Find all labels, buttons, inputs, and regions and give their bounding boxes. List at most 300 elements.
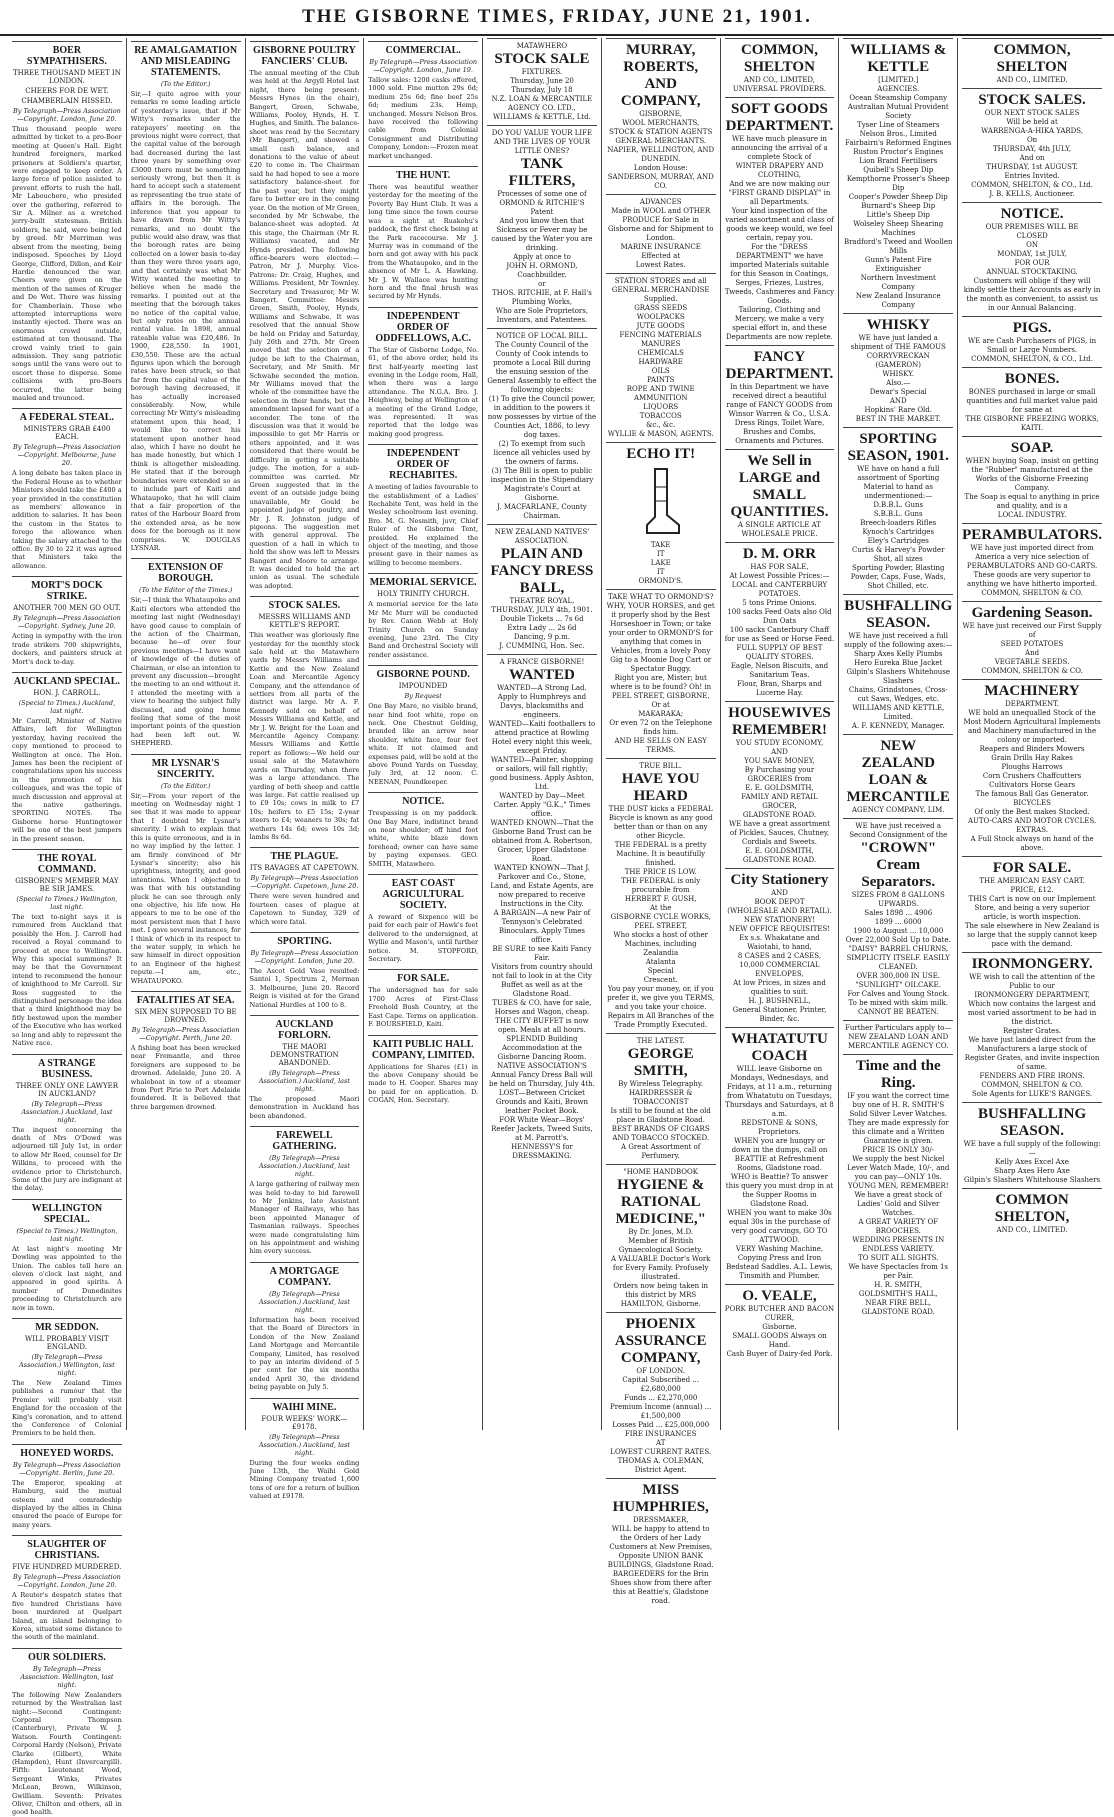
article-body: During the four weeks ending June 13th, the Waihi Gold Mining Company treated 1,600 tons of ore for a return of bullion valued at £9178.	[249, 1458, 360, 1501]
advertisement	[962, 436, 1102, 523]
ad-line: WHEN buying Soap, insist on getting the "Rubber" manufactured at the Works of the Gisborne Freezing Company.	[965, 457, 1099, 492]
ad-line: WANTED—A Strong Lad. Apply to Humphreys and Davys, blacksmiths and engineers.	[497, 684, 587, 719]
advertisement	[962, 316, 1102, 367]
ad-line: Of only the Best makes Stocked.	[974, 808, 1090, 816]
ad-line: Double Tickets ... 7s 6d	[500, 615, 584, 623]
article-body: The Emperor, speaking at Hamburg, said the mutual esteem and comradeship displayed by the allies in China ensured the peace of Europe for many years.	[12, 1478, 122, 1529]
article-dateline: (To the Editor.)	[160, 80, 211, 88]
ad-line: WHO is Beattie? To answer this query you must drop in at the Supper Rooms in Gladstone Road.	[725, 1173, 834, 1208]
ad-line: TOBACCOS	[639, 412, 682, 420]
ad-line: Kempthorne Prosser's Sheep Dip	[846, 175, 950, 192]
article-body: Thus thousand people were admitted by ticket to a pro-Boer meeting at Queen's Hall. Eight hundred foreigners, marked prisoners at Soldiers's quarter, were engaged to keep order. A large force of police assisted to prevent efforts to rush the hall. Mr Labouchere, who presided over the gathering, referred to Sir A. Milner as a wretched jerry-built statesman. British soldiers, he said, were being led by greed. Mr Merriman was absent from the meeting, being indisposed. Speeches by Lloyd George, Clifford, Dillon, and Keir Hardie denounced the war. Cheers were given on the mention of the names of Kruger and De Wet. There was hissing for Chamberlain. Those who attempted interruptions were instantly ejected. There was an enormous crowd outside, estimated at ten thousand. The crowd vainly tried to gain admission. They sang patriotic songs until the vans were out to escort those to disperse. Some collisions with pro-Boers occurred, the latter being mauled and trounced.	[12, 125, 122, 402]
ad-line: THE FEDERAL is only procurable from	[621, 877, 701, 894]
advertisement	[843, 734, 953, 818]
column-3	[246, 38, 365, 1501]
article-body: The Ascot Gold Vase resulted: Santoi 1, Spectrum 2, Merman 3. Melbourne, June 20. Record Reign is visited at for the Grand National Hurdles at 100 to 8.	[249, 966, 360, 1009]
ad-line: WE wish to call the attention of the Public to our	[969, 973, 1095, 990]
ad-line: WE have just received a full supply of the following axes:—	[844, 632, 953, 649]
ad-line: Effected at	[641, 252, 681, 260]
ad-line: WARRENGA-A-HIKA YARDS,	[981, 127, 1084, 135]
advertisement	[962, 202, 1102, 316]
article-body: The annual meeting of the Club was held at the Argyll Hotel last night, there being present: Messrs Hynes (in the chair), Bangert, Green, Schwabe, Williams, Pooley, Hynds, H. T. Hughes, and Smith. The balance-sheet was read by the Secretary (Mr Bangert), and showed a small cash balance, and donations to the value of about £20 to come in. The Chairman said he had hoped to see a more satisfactory balance-sheet for the past year, but they might fare to better ere in the coming year. On the motion of Mr Green, seconded by Mr Schwabe, the balance-sheet was adopted. At this stage, the Chairman (Mr R. Williams) vacated, and Mr Hynds presided. The following office-bearers were elected:—Patron, Mr J. Murphy. Vice-Patrons: Dr. Craig, Hughes, and Williams. President, Mr Townley. Secretary and Treasurer, Mr W. Bangert. Committee: Messrs Green, Smith, Pooley, Hynds, Williams and Schwabe. It was resolved that the annual Show be held on Friday and Saturday, July 26th and 27th. Mr Green moved that the selection of a judge be left to the Chairman, Secretary, and Mr Smith. Mr Schwabe seconded the motion. Mr Williams moved that the whole of the committee have the selection in their hands, but the amendment lapsed for want of a seconder. The tone of the discussion was that it would be impossible to get Mr Harris or others appointed, and it was considered that there would be difficulty in getting a suitable judge. The motion, for a sub-committee was carried. Mr Green suggested that in the event of an outside judge being unavailable, Mr Gould be appointed judge of poultry, and Mr J. R. Johnston judge of pigeons. The suggestion met with general approval. The question of a hall in which to hold the show was left to Messrs Bangert and Moore to arrange. It was decided to hold the art union as usual. The schedule was adopted.	[249, 69, 360, 590]
advertisement	[606, 1164, 716, 1312]
ad-line: VEGETABLE SEEDS.	[994, 658, 1070, 666]
ad-headline: MURRAY, ROBERTS, AND COMPANY,	[620, 42, 701, 109]
ad-line: We have Spectacles from 1s per Pair.	[848, 1263, 948, 1280]
ad-line: SMALL GOODS Always on Hand.	[732, 1332, 827, 1349]
advertisement	[606, 1312, 716, 1478]
ad-line: WE hold an unequalled Stock of the Most Modern Agricultural Implements and Machinery manufactured in the colony or imported.	[963, 709, 1101, 744]
ad-line: LOCAL INDUSTRY.	[997, 511, 1067, 519]
ad-line: The Soap is equal to anything in price and quality, and is a	[964, 493, 1100, 510]
article	[131, 41, 241, 552]
ad-line: PAINTS	[646, 376, 675, 384]
ad-line: AND CO., LIMITED,	[743, 76, 816, 84]
ad-line: NEW OFFICE REQUISITES!	[728, 925, 831, 933]
ad-line: Who are Sole Proprietors, Inventors, and Patentees.	[495, 307, 589, 324]
article-subheading: HON. J. CARROLL.	[33, 688, 101, 697]
ad-line: Is still to be found at the old place in Gladstone Road.	[610, 1107, 711, 1124]
ad-line: CHEMICALS	[637, 349, 684, 357]
advertisement	[606, 758, 716, 1033]
ad-line: Gilpin's Slashers Whitehouse Slashers	[846, 668, 950, 685]
ad-line: FOR OUR	[1014, 259, 1050, 267]
ad-line: THOS. RITCHIE, at F. Hall's Plumbing Works,	[492, 289, 592, 306]
ad-line: FENDERS AND FIRE IRONS.	[979, 1072, 1085, 1080]
ad-line: S.B.B.L. Guns	[873, 510, 923, 518]
article	[250, 1398, 360, 1501]
article-body: Tallow sales: 1200 casks offered, 1000 sold. Fine mutton 29s 6d; medium 25s 6d; fine beef 25s 6d; medium 23s. Hemp, unchanged. Messrs Nelson Bros. have received the following cable from Colonial Consignment and Distributing Company, London:—Frozen meat market unchanged.	[368, 76, 479, 160]
advertisement	[487, 125, 597, 328]
ad-headline: SPORTING SEASON, 1901.	[847, 431, 949, 464]
ad-headline: We Sell in LARGE and SMALL QUANTITIES.	[730, 453, 829, 520]
ad-line: HAS FOR SALE,	[750, 563, 809, 571]
ad-line: 5 tons Prime Onions.	[742, 599, 817, 607]
ad-line: AND	[771, 889, 788, 897]
article	[131, 991, 241, 1111]
column-7	[721, 38, 840, 1430]
ad-line: ANNUAL STOCKTAKING.	[986, 268, 1078, 276]
ad-line: J. MACFARLANE, County Chairman.	[497, 503, 587, 520]
article-subheading: HOLY TRINITY CHURCH.	[377, 590, 470, 599]
article-headline: A FEDERAL STEAL.	[12, 408, 122, 423]
ad-headline: Gardening Season.	[971, 605, 1093, 621]
ad-line: A Full Stock always on hand of the above.	[970, 835, 1094, 852]
ad-line: BARGEEDERS for the Brin Shoes show from there after this at Beattie's, Gladstone road.	[610, 1570, 712, 1605]
ad-line: [LIMITED.]	[878, 76, 919, 84]
ad-line: Fairbairn's Reformed Engines	[845, 139, 952, 147]
article-body: Sir,—I think the Whataupoko and Kaiti electors who attended the meeting last night (Wednesday) have good cause to complain of the action of the Chairman, because he—of over four previous meetings—I have want of knowledge of the duties of Chairman, or else an intention to prevent any discussion—brought the meeting to an end without it. I attended the meeting with a view to hearing the subject fully discussed, and going home feeling that some of the most important points of the question had been left out. W. SHEPHERD.	[130, 596, 241, 748]
ad-line: JUTE GOODS	[636, 322, 685, 330]
article-subheading: MINISTERS GRAB £400 EACH.	[23, 425, 111, 442]
ad-line: OUR PREMISES WILL BE	[985, 223, 1079, 231]
ad-line: (1) To give the Council power, in addition to the powers it now possesses by virtue of the Counties Act, 1886, to levy dog taxes.	[487, 395, 597, 439]
article-body: A large gathering of railway men was held to-day to bid farewell to Mr Jenkins, late Assistant Manager of Railways, who has been appointed Manager of Tasmanian railways. Speeches were made congratulating him on his appointment and wishing him every success.	[249, 1180, 360, 1256]
ad-line: LAKE	[650, 559, 671, 567]
ad-headline: D. M. ORR	[742, 546, 817, 562]
article-dateline: (By Telegraph—Press Association.) Auckland, last night.	[258, 1289, 350, 1314]
article-body: One Bay Mare, no visible brand, near hind foot white, rope on neck. One Chestnut Gelding, branded like an arrow near shoulder, white face, four feet white. If not claimed and expenses paid, will be sold at the above Pound Yards on Tuesday, July 3rd, at 12 noon. C. NEENAN, Poundkeeper.	[368, 702, 479, 786]
ad-line: PEEL STREET,	[634, 922, 688, 930]
article	[368, 665, 478, 786]
ad-line: GISBORNE,	[639, 110, 683, 118]
ad-line: DRESSMAKER,	[632, 1516, 689, 1524]
ad-line: CORRYVRECKAN	[866, 352, 930, 360]
article-subheading: IMPOUNDED	[398, 682, 448, 691]
article-headline: EXTENSION OF BOROUGH.	[131, 558, 241, 584]
ad-line: Little's Sheep Dip	[866, 211, 930, 219]
ad-line: (3) The Bill is open to public inspection in the Stipendiary Magistrate's Court at Gisborne.	[490, 467, 594, 502]
article-headline: AUCKLAND FORLORN.	[250, 1015, 360, 1041]
article-dateline: (By Telegraph—Press Association.) Auckland, last night.	[21, 1099, 113, 1124]
ad-line: E. E. GOLDSMITH,	[745, 784, 814, 792]
ad-line: 100 sacks Canterbury Chaff for use as Seed or Horse Feed.	[724, 626, 835, 643]
ad-line: We supply the best Nickel Lever Watch Made, 10/-, and you can pay—ONLY 10s.	[847, 1155, 950, 1181]
masthead-title: THE GISBORNE TIMES, FRIDAY, JUNE 21, 1901.	[302, 6, 812, 27]
ad-line: ORMOND'S.	[638, 577, 683, 585]
ad-line: Grain Drills Hay Rakes	[991, 754, 1073, 762]
advertisement	[606, 273, 716, 442]
ad-headline: WHATATUTU COACH	[731, 1031, 828, 1064]
article-dateline: By Telegraph—Press Association—Copyright. London, June 19.	[369, 58, 478, 74]
ad-line: 8 CASES and 2 CASES,	[737, 952, 822, 960]
ad-headline: PLAIN AND FANCY DRESS BALL,	[490, 546, 594, 596]
ad-line: A SINGLE ARTICLE AT	[738, 521, 821, 529]
article	[368, 1035, 478, 1105]
article-dateline: (By Telegraph—Press Association.) Auckland, last night.	[258, 1069, 350, 1093]
ad-line: AND CO., LIMITED.	[996, 76, 1068, 84]
ad-line: Dancing, 9 p.m.	[513, 633, 571, 641]
article-body: The following New Zealanders returned by the Westralian last night:—Second Contingent: Corporal Thompson (Canterbury), Private W. J. Watson. Fourth Contingent: Corporal Hardy (Nelson), Private Clarke (Gilbert), White (Hampden), Hunt (Invercargill). Fifth: Lieutenant Wood, Sergeant Winks, Privates McLean, Brown, Wilkinson, Gwilliam. Seventh: Privates Oliver, Chilton and others, all in good health.	[12, 1690, 122, 1817]
ad-line: Nelson Bros., Limited	[859, 130, 937, 138]
ad-line: A BARGAIN—A new Pair of Tennyson's Celebrated Binoculars. Apply Times office.	[493, 909, 591, 944]
article-body: The New Zealand Times publishes a rumour that the Premier will probably visit England for the occasion of the King's coronation, and to attend the Conference of Colonial Premiers to be held then.	[12, 1379, 122, 1438]
ad-line: OF LONDON.	[636, 1367, 685, 1375]
ad-line: LOWEST CURRENT RATES.	[610, 1448, 712, 1456]
article-headline: MEMORIAL SERVICE.	[368, 573, 478, 588]
ad-line: FIRE INSURANCES	[624, 1430, 697, 1438]
ad-headline: WANTED	[509, 667, 575, 683]
article-body: A memorial service for the late Mr Mc Murr will be conducted by Rev. Canon Webb at Holy Trinity Church on Sunday evening, June 23rd. The City Band and Orchestral Society will render assistance.	[368, 600, 479, 659]
ad-line: Sharp Axes Hero Axe	[994, 1167, 1070, 1175]
ad-line: THEATRE ROYAL,	[509, 597, 575, 605]
ad-line: Australian Mutual Provident Society	[847, 103, 949, 120]
article-headline: AUCKLAND SPECIAL.	[12, 672, 122, 687]
article-headline: THE PLAGUE.	[250, 847, 360, 862]
article	[12, 408, 122, 570]
ad-line: Quibell's Sheep Dip	[863, 166, 934, 174]
article-dateline: By Request	[404, 692, 442, 701]
ad-headline: PIGS.	[1012, 320, 1052, 336]
ad-line: A VALUABLE Doctor's Work for Every Family. Profusely illustrated.	[610, 1255, 711, 1281]
article-body: There was beautiful weather yesterday for the meeting of the Poverty Bay Hunt Club. It was a long time since the town course was a sight at Ruakohu's paddock, the first check being at the Park racecourse. Mr J. Murray was in command of the horn and got away with his pack from the Whataupoko, and in the absence of Mr L. A. Hawking. Mr J. W. Wallace was hunting horn and the final brush was secured by Mr Hynds.	[368, 183, 479, 301]
article	[250, 596, 360, 841]
ad-line: NEAR FIRE BELL, GLADSTONE ROAD.	[861, 1299, 935, 1316]
article	[131, 558, 241, 747]
ad-line: HERBERT F. GUSH,	[624, 895, 697, 903]
ad-line: ORMOND & RITCHIE'S Patent	[499, 199, 585, 216]
ad-title: NOTICE OF LOCAL BILL.	[495, 332, 588, 340]
ad-line: The sale elsewhere in New Zealand is so large that the supply cannot keep pace with the demand.	[964, 922, 1100, 948]
article-headline: MR LYSNAR'S SINCERITY.	[131, 754, 241, 780]
ad-line: AUTO-CARS AND MOTOR CYCLES.	[967, 817, 1097, 825]
ad-line: THE FEDERAL is a pretty Machine. It is beautifully finished.	[614, 841, 707, 867]
ad-line: Gunn's Patent Fire Extinguisher	[864, 256, 932, 273]
ad-line: &c., &c.	[646, 421, 676, 429]
ad-line: Flour, Bran, Sharps and Lucerne Hay.	[737, 680, 822, 697]
article-headline: SLAUGHTER OF CHRISTIANS.	[12, 1535, 122, 1561]
article	[368, 444, 478, 567]
ad-headline: COMMON, SHELTON	[740, 42, 819, 75]
ad-line: Eley's Cartridges	[867, 537, 929, 545]
ad-headline: HOUSEWIVES REMEMBER!	[728, 705, 831, 738]
ad-line: (2) To exempt from such licence all vehicles used by the owners of farms.	[493, 440, 591, 466]
ad-line: HENNESSY'S for DRESSMAKING.	[511, 1143, 573, 1160]
advertisement	[725, 345, 835, 449]
article-dateline: (By Telegraph—Press Association.) Auckland, last night.	[258, 1154, 350, 1179]
ad-line: NATIVE ASSOCIATION'S Annual Fancy Dress Ball will be held on Thursday, July 4th.	[489, 1062, 595, 1088]
ad-line: GLADSTONE ROAD.	[742, 856, 817, 864]
article	[250, 41, 360, 590]
ad-line: FULL SUPPLY OF BEST QUALITY STORES.	[736, 644, 823, 661]
ad-line: WHEN you are hungry or down in the dumps, call on BEATTIE at Refreshment Rooms, Gladstone road.	[731, 1137, 828, 1172]
article-subheading: FOUR WEEKS' WORK—£9178.	[261, 1414, 348, 1431]
article-dateline: By Telegraph—Press Association—Copyright. Perth, June 20.	[131, 1026, 240, 1042]
advertisement	[843, 818, 953, 1020]
ad-line: J. CUMMING, Hon. Sec.	[499, 642, 585, 650]
advertisement	[606, 194, 716, 273]
ad-headline: SOFT GOODS DEPARTMENT.	[725, 101, 834, 134]
article-headline: SPORTING.	[250, 932, 360, 947]
ad-line: Cash Buyer of Dairy-fed Pork.	[726, 1350, 833, 1358]
ad-line: HAIRDRESSER & TOBACCONIST	[628, 1089, 693, 1106]
ad-title: MATAWHERO	[516, 42, 568, 50]
ad-line: E. E. GOLDSMITH,	[745, 847, 814, 855]
ad-headline: FANCY DEPARTMENT.	[725, 349, 834, 382]
ad-line: 100 sacks Feed Oats also Old Dun Oats	[727, 608, 832, 625]
column-6	[602, 38, 721, 1605]
ad-line: BEST BRANDS OF CIGARS AND TOBACCO STOCKED.	[611, 1125, 710, 1142]
ad-line: WE have just received our First Supply of	[962, 622, 1102, 639]
article-dateline: By Telegraph—Press Association—Copyright. London, June 20.	[12, 107, 121, 123]
ad-line: WANTED—Painter, shopping or sailors, will fall rightly; good business. Apply Ashton, Ltd.	[489, 756, 594, 791]
article-subheading: WILL PROBABLY VISIT ENGLAND.	[25, 1335, 109, 1351]
ad-line: THE AMERICAN EASY CART.	[979, 877, 1085, 885]
ad-line: WHISKY.	[882, 370, 915, 378]
ad-line: GOLDSMITH'S HALL,	[858, 1290, 938, 1298]
article-headline: THE ROYAL COMMAND.	[12, 849, 122, 875]
article-headline: COMMERCIAL.	[368, 41, 478, 56]
ad-headline: STOCK SALE	[494, 51, 590, 67]
ad-line: At Lowest Possible Prices:—	[729, 572, 830, 580]
ad-line: BONES purchased in large or small quantities and full market value paid for same at	[966, 388, 1098, 414]
ad-line: WOOL MERCHANTS,	[622, 119, 700, 127]
ad-line: Dewar's Special	[869, 388, 927, 396]
article	[12, 1199, 122, 1312]
column-4	[364, 38, 483, 1430]
ad-line: NAPIER, WELLINGTON, AND DUNEDIN.	[607, 146, 715, 163]
article-headline: BOER SYMPATHISERS.	[12, 41, 122, 67]
ad-line: WHEN you want to make 30s equal 30s in the purchase of very good carvings, GO TO ATTWOOD.	[727, 1209, 832, 1244]
ad-line: 1900 to August ... 10,000	[853, 927, 944, 935]
article	[250, 1262, 360, 1392]
ad-line: BEST IN THE MARKET.	[855, 415, 941, 423]
advertisement	[606, 1033, 716, 1164]
advertisement	[725, 542, 835, 701]
ad-line: WHOLESALE PRICE.	[741, 530, 818, 538]
ad-line: "DAISY" BARREL CHURNS,	[848, 945, 949, 953]
article-body: A Reuter's despatch states that five hundred Christians have been murdered at Quelpart Island, an island belonging to Korea, situated some distance to the south of the mainland.	[12, 1591, 122, 1642]
ad-line: Curtis & Harvey's Powder	[851, 546, 945, 554]
ad-line: AND CO., LIMITED.	[996, 1226, 1068, 1234]
ad-line: REDSTONE & SONS, Proprietors.	[741, 1119, 818, 1136]
article	[12, 1535, 122, 1641]
ad-line: And we are now making our "FIRST GRAND DISPLAY" in all Departments.	[728, 180, 831, 206]
ad-line: On	[1026, 136, 1038, 144]
ad-headline: City Stationery	[730, 872, 829, 888]
article-subheading: SIX MEN SUPPOSED TO BE DROWNED.	[134, 1008, 237, 1024]
ad-line: Gisborne.	[762, 1323, 797, 1331]
ad-line: 1899 ... 6000	[874, 918, 922, 926]
article-headline: HONEYED WORDS.	[12, 1444, 122, 1459]
masthead	[0, 0, 1114, 36]
ad-line: AT	[656, 1439, 666, 1447]
ad-line: Also.—	[886, 379, 911, 387]
ad-line: UNIVERSAL PROVIDERS.	[732, 85, 827, 93]
article	[12, 849, 122, 1048]
article-dateline: By Telegraph—Press Association—Copyright. Capetown, June 20.	[250, 874, 359, 891]
ad-line: BOOK DEPOT	[754, 898, 805, 906]
advertisement	[606, 38, 716, 194]
ad-line: The County Council of the County of Cook intends to promote a Local Bill during the ensuing session of the General Assembly to effect the following objects:	[487, 341, 597, 394]
ad-line: SEED POTATOES	[1000, 640, 1064, 648]
ad-line: Gilpin's Slashers Whitehouse Slashers	[964, 1176, 1101, 1184]
ad-title: "HOME HANDBOOK	[623, 1168, 698, 1176]
article-headline: THE HUNT.	[368, 166, 478, 181]
ad-line: Lowest Rates.	[635, 261, 686, 269]
ad-line: GLADSTONE ROAD.	[742, 811, 817, 819]
article	[12, 672, 122, 843]
advertisement	[962, 1188, 1102, 1238]
ad-headline: WHISKY	[866, 317, 930, 333]
advertisement	[606, 442, 716, 589]
article-headline: EAST COAST AGRICULTURAL SOCIETY.	[368, 874, 478, 911]
ad-line: ROPE AND TWINE	[626, 385, 695, 393]
article	[12, 1444, 122, 1529]
article-headline: STOCK SALES.	[250, 596, 360, 611]
ad-line: (WHOLESALE AND RETAIL).	[727, 907, 832, 915]
article-headline: A STRANGE BUSINESS.	[12, 1054, 122, 1080]
column-9	[958, 38, 1106, 1430]
advertisement	[725, 1027, 835, 1284]
ad-line: JOHN H. ORMOND, Coachbuilder,	[506, 262, 578, 279]
ad-line: Hopkins' Rare Old.	[864, 406, 933, 414]
ad-line: MONDAY, 1st JULY,	[997, 250, 1067, 258]
ad-title: TRUE BILL.	[639, 762, 683, 770]
ad-line: Customers will oblige if they will kindly settle their Accounts as early in the month as convenient, to assist us in our Annual Balancing.	[963, 277, 1101, 312]
article-body: Mr Carroll, Minister of Native Affairs, left for Wellington yesterday, having received the copy mentioned to proceed to Wellington at once. The Hon. James has been the recipient of congratulations upon his success in the promotion of his colleagues, and was the topic of much discussion and approval at the native gatherings. SPORTING NOTES. The Gisborne horse Huntingtower will be one of the best jumpers in the present season.	[12, 716, 122, 843]
ad-headline: MACHINERY	[984, 683, 1080, 699]
article-dateline: By Telegraph—Press Association. Wellington, last night.	[20, 1664, 114, 1689]
ad-line: WE have just landed a shipment of THE FAMOUS	[850, 334, 946, 351]
ad-line: WILLIAMS AND KETTLE, Limited.	[852, 704, 945, 721]
ad-line: Apply at once to	[513, 253, 571, 261]
article	[250, 932, 360, 1009]
ad-line: Over 22,000 Sold Up to Date.	[845, 936, 951, 944]
ad-line: TO SUIT ALL SIGHTS.	[858, 1254, 939, 1262]
article-body: The text to-night says it is rumoured from Auckland that possibly the Hon. J. Carroll had received a Royal command to proceed at once to Wellington. Why this special summons? It may be that the Government intend to recommend the honour of knighthood to Mr Carroll. Sir Ross suggested to the distinguished personage the idea that a third knighthood may be fitly bestowed upon the member of the Executive who has worked so long and ably to represent the Native race.	[12, 913, 122, 1048]
article-subheading: FIVE HUNDRED MURDERED.	[12, 1563, 122, 1572]
ad-line: Funds ... £2,270,000	[624, 1394, 698, 1402]
column-5	[483, 38, 602, 1430]
article-headline: FAREWELL GATHERING.	[250, 1126, 360, 1152]
advertisement	[725, 97, 835, 345]
article	[368, 969, 478, 1028]
ad-line: Tailoring, Clothing and Mercery, we make a very special effort in, and these Departments are now replete.	[726, 306, 833, 341]
article-subheading: ANOTHER 700 MEN GO OUT.	[13, 604, 121, 613]
ad-line: A GREAT VARIETY OF BROOCHES.	[858, 1218, 939, 1235]
article-headline: MR SEDDON.	[12, 1318, 122, 1333]
ad-line: THE GISBORNE FREEZING WORKS, KAITI.	[965, 415, 1099, 432]
advertisement	[487, 328, 597, 524]
ad-line: WYLLIE & MASON, AGENTS.	[607, 430, 714, 438]
ad-title: DO YOU VALUE YOUR LIFE AND THE LIVES OF YOUR LITTLE ONES?	[491, 129, 593, 155]
column-8	[839, 38, 958, 1430]
ad-line: Register Grates.	[1003, 1027, 1062, 1035]
ad-headline: NEW ZEALAND LOAN & MERCANTILE	[846, 738, 950, 805]
ad-line: WE have on hand a full assortment of Sporting Material to hand as undermentioned:—	[857, 465, 940, 500]
ad-line: THE DUST kicks a FEDERAL Bicycle is known as any good better than or than on any other Bicycle.	[608, 805, 713, 840]
ad-headline: "CROWN" Cream Separators.	[860, 840, 937, 890]
ad-line: FIXTURES.	[521, 68, 563, 76]
article-dateline: By Telegraph—Press Association—Copyright. Sydney, June 20.	[12, 614, 121, 631]
ad-line: WE have a great assortment of Pickles, Sauces, Chutney, Cordials and Sweets.	[729, 820, 830, 846]
ad-title: STATION STORES and all GENERAL MERCHANDISE Supplied.	[611, 277, 710, 303]
ad-line: Northern Investment Company	[860, 274, 936, 291]
advertisement	[962, 88, 1102, 202]
ad-line: SIZES FROM 8 GALLONS UPWARDS.	[851, 891, 945, 908]
article-dateline: (To the Editor.)	[160, 781, 211, 790]
ad-line: For Calves and Young Stock. To be mixed with skim milk.	[847, 990, 949, 1007]
ad-line: H. R. SMITH,	[874, 1281, 923, 1289]
ad-line: IRONMONGERY DEPARTMENT,	[974, 991, 1090, 999]
ad-line: THURSDAY, 1st AUGUST.	[986, 163, 1078, 171]
ad-line: Losses Paid ... £25,000,000	[612, 1421, 710, 1429]
ad-line: Crescent.	[643, 976, 678, 984]
article-subheading: THREE ONLY ONE LAWYER IN AUCKLAND?	[15, 1081, 118, 1098]
ad-headline: BONES.	[1004, 371, 1060, 387]
ad-line: (GAMERON)	[875, 361, 921, 369]
ad-line: Kynoch's Cartridges	[862, 528, 935, 536]
ad-line: New Zealand Insurance Company	[855, 292, 941, 309]
article-body: At last night's meeting Mr Dowling was appointed to the Union. The cables tell here an eleven o'clock last night, and appeared in good spirits. A number of Dunedinites proceeding to Christchurch are now in town.	[12, 1244, 122, 1312]
article-body: The undersigned has for sale 1700 Acres of First-Class Freehold Bush Country, at the East Cape. Terms on application. F. BOURSFIELD, Kaiti.	[368, 986, 479, 1029]
advertisement	[843, 38, 953, 313]
ad-line: WILL leave Gisborne on Mondays, Wednesdays, and Fridays, at 11 a.m., returning from Whatatutu on Tuesdays, Thursdays and Saturdays, at 8 a.m.	[725, 1065, 834, 1118]
advertisement	[962, 679, 1102, 856]
ad-line: General Stationer, Printer, Binder, &c.	[732, 1006, 827, 1023]
ad-line: Cooper's Powder Sheep Dip	[848, 193, 948, 201]
ad-line: In this Department we have received direct a beautiful range of FANCY GOODS from Winsor Warren & Co., U.S.A.	[726, 383, 833, 418]
ad-title: THE LATEST.	[636, 1037, 685, 1045]
ad-headline: NOTICE.	[1000, 206, 1064, 222]
ad-line: Special	[647, 967, 674, 975]
ad-line: MARINE INSURANCE	[620, 243, 701, 251]
advertisement	[725, 868, 835, 1027]
ad-line: A Great Assortment of Perfumery.	[621, 1143, 701, 1160]
advertisement	[843, 594, 953, 734]
ad-line: By Dr. Jones, M.D.	[628, 1228, 694, 1236]
